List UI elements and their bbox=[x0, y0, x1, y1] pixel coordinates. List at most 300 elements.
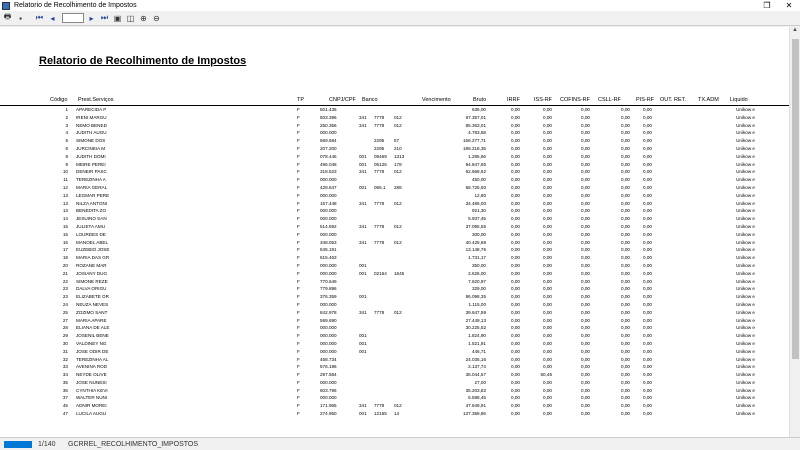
cell-liquido: Unikow e bbox=[736, 255, 755, 261]
cell-cofins-rf: 0,00 bbox=[581, 107, 590, 112]
cell-cnpj-cpf: 000.000 bbox=[320, 130, 337, 136]
cell-prest-servicos: ELIZABETE OR bbox=[76, 294, 109, 300]
cell-liquido: Unikow e bbox=[736, 387, 755, 393]
cell-codigo: 4 bbox=[65, 130, 68, 136]
last-page-icon[interactable]: ⏭ bbox=[100, 13, 109, 22]
cell-iss-rf: 0,00 bbox=[543, 216, 552, 222]
cell-pis-rf: 0,00 bbox=[643, 192, 652, 198]
cell-liquido: Unikow e bbox=[736, 239, 755, 245]
cell-prest-servicos: LEGMAR PERE bbox=[76, 192, 110, 198]
cell-irrf: 0,00 bbox=[511, 184, 520, 190]
cell-cofins-rf: 0,00 bbox=[581, 372, 590, 378]
cell-liquido: Unikow e bbox=[736, 107, 755, 112]
cell-prest-servicos: ZOZIMO SANT bbox=[76, 309, 108, 315]
cell-conta: 012 bbox=[394, 223, 402, 229]
cell-codigo: 25 bbox=[62, 309, 68, 315]
cell-cofins-rf: 0,00 bbox=[581, 208, 590, 214]
cell-prest-servicos: DALVA ORIGU bbox=[76, 286, 107, 292]
table-row bbox=[0, 263, 789, 271]
cell-bruto: 921,30 bbox=[471, 208, 486, 214]
cell-liquido: Unikow e bbox=[736, 153, 755, 159]
close-button[interactable]: ✕ bbox=[785, 1, 793, 10]
cell-tp: F bbox=[297, 278, 300, 284]
cell-cnpj-cpf: 000.000 bbox=[320, 301, 337, 307]
status-bar bbox=[0, 437, 800, 450]
report-viewport bbox=[0, 27, 789, 437]
cell-iss-rf: 0,00 bbox=[543, 395, 552, 401]
cell-csll-rf: 0,00 bbox=[621, 411, 630, 417]
cell-pis-rf: 0,00 bbox=[643, 294, 652, 300]
cell-prest-servicos: SIMONE DOS bbox=[76, 138, 106, 144]
cell-csll-rf: 0,00 bbox=[621, 122, 630, 128]
scroll-thumb[interactable] bbox=[792, 39, 799, 359]
cell-banco: 001 bbox=[359, 333, 367, 339]
cell-csll-rf: 0,00 bbox=[621, 130, 630, 136]
cell-iss-rf: 0,00 bbox=[543, 387, 552, 393]
cell-cofins-rf: 0,00 bbox=[581, 153, 590, 159]
cell-pis-rf: 0,00 bbox=[643, 411, 652, 417]
cell-liquido: Unikow e bbox=[736, 231, 755, 237]
cell-tp: F bbox=[297, 379, 300, 385]
cell-banco: 001 bbox=[359, 161, 367, 167]
cell-pis-rf: 0,00 bbox=[643, 145, 652, 151]
cell-liquido: Unikow e bbox=[736, 138, 755, 144]
cell-liquido: Unikow e bbox=[736, 200, 755, 206]
cell-pis-rf: 0,00 bbox=[643, 177, 652, 183]
toolbar bbox=[0, 11, 800, 26]
cell-bruto: 1.731,17 bbox=[468, 255, 486, 261]
cell-banco: 001 bbox=[359, 270, 367, 276]
cell-prest-servicos: NEYDE OLIVE bbox=[76, 372, 107, 378]
cell-cnpj-cpf: 274.950 bbox=[320, 411, 337, 417]
header-cnpj-cpf: CNPJ/CPF bbox=[329, 97, 356, 103]
cell-bruto: 68.725,50 bbox=[465, 184, 486, 190]
cell-banco: 001 bbox=[359, 348, 367, 354]
cell-banco: 341 bbox=[359, 223, 367, 229]
cell-liquido: Unikow e bbox=[736, 177, 755, 183]
cell-iss-rf: 0,00 bbox=[543, 223, 552, 229]
cell-tp: F bbox=[297, 270, 300, 276]
cell-prest-servicos: WALTER NUNI bbox=[76, 395, 108, 401]
table-row bbox=[0, 177, 789, 185]
cell-conta: 1313 bbox=[394, 153, 405, 159]
cell-cnpj-cpf: 157.448 bbox=[320, 200, 337, 206]
cell-liquido: Unikow e bbox=[736, 184, 755, 190]
cell-tp: F bbox=[297, 340, 300, 346]
cell-liquido: Unikow e bbox=[736, 379, 755, 385]
app-icon bbox=[2, 2, 10, 10]
cell-irrf: 0,00 bbox=[511, 262, 520, 268]
table-row bbox=[0, 395, 789, 403]
cell-irrf: 0,00 bbox=[511, 255, 520, 261]
cell-irrf: 0,00 bbox=[511, 379, 520, 385]
cell-agencia: 7778 bbox=[374, 239, 385, 245]
cell-iss-rf: 0,00 bbox=[543, 145, 552, 151]
cell-codigo: 13 bbox=[62, 192, 68, 198]
cell-banco: 341 bbox=[359, 169, 367, 175]
cell-pis-rf: 0,00 bbox=[643, 247, 652, 253]
cell-iss-rf: 0,00 bbox=[543, 278, 552, 284]
cell-irrf: 0,00 bbox=[511, 325, 520, 331]
header-irrf: IRRF bbox=[507, 97, 520, 103]
scroll-up-icon[interactable]: ▲ bbox=[792, 27, 798, 33]
cell-cnpj-cpf: 250.356 bbox=[320, 122, 337, 128]
cell-prest-servicos: APARECIDA P bbox=[76, 107, 107, 112]
cell-cnpj-cpf: 000.000 bbox=[320, 270, 337, 276]
cell-pis-rf: 0,00 bbox=[643, 301, 652, 307]
cell-liquido: Unikow e bbox=[736, 356, 755, 362]
cell-tp: F bbox=[297, 223, 300, 229]
cell-bruto: 450,00 bbox=[471, 177, 486, 183]
header-pis-rf: PIS-RF bbox=[636, 97, 655, 103]
cell-iss-rf: 0,00 bbox=[543, 317, 552, 323]
cell-irrf: 0,00 bbox=[511, 294, 520, 300]
cell-iss-rf: 0,00 bbox=[543, 403, 552, 409]
cell-cnpj-cpf: 000.000 bbox=[320, 379, 337, 385]
cell-conta: 288 bbox=[394, 184, 402, 190]
cell-liquido: Unikow e bbox=[736, 278, 755, 284]
cell-pis-rf: 0,00 bbox=[643, 130, 652, 136]
cell-cnpj-cpf: 503.396 bbox=[320, 114, 337, 120]
cell-banco: 341 bbox=[359, 122, 367, 128]
cell-iss-rf: 0,00 bbox=[543, 130, 552, 136]
cell-cofins-rf: 0,00 bbox=[581, 387, 590, 393]
cell-liquido: Unikow e bbox=[736, 247, 755, 253]
cell-agencia: 7778 bbox=[374, 114, 385, 120]
cell-iss-rf: 0,00 bbox=[543, 247, 552, 253]
first-page-icon[interactable]: ⏮ bbox=[35, 13, 44, 22]
cell-prest-servicos: ROZANE MAR bbox=[76, 262, 107, 268]
cell-liquido: Unikow e bbox=[736, 130, 755, 136]
cell-pis-rf: 0,00 bbox=[643, 122, 652, 128]
cell-bruto: 27,00 bbox=[474, 379, 486, 385]
cell-cnpj-cpf: 842.978 bbox=[320, 309, 337, 315]
table-row bbox=[0, 240, 789, 248]
cell-iss-rf: 0,00 bbox=[543, 255, 552, 261]
cell-cofins-rf: 0,00 bbox=[581, 340, 590, 346]
cell-bruto: 40.425,69 bbox=[465, 239, 486, 245]
cell-csll-rf: 0,00 bbox=[621, 379, 630, 385]
cell-tp: F bbox=[297, 348, 300, 354]
cell-csll-rf: 0,00 bbox=[621, 286, 630, 292]
cell-liquido: Unikow e bbox=[736, 192, 755, 198]
table-row bbox=[0, 162, 789, 170]
cell-codigo: 15 bbox=[62, 231, 68, 237]
cell-pis-rf: 0,00 bbox=[643, 340, 652, 346]
cell-irrf: 0,00 bbox=[511, 356, 520, 362]
cell-pis-rf: 0,00 bbox=[643, 364, 652, 370]
cell-bruto: 156.277,71 bbox=[463, 138, 486, 144]
cell-irrf: 0,00 bbox=[511, 161, 520, 167]
header-prest-servicos: Prest.Serviços bbox=[78, 97, 114, 103]
cell-agencia: 7778 bbox=[374, 122, 385, 128]
save-icon[interactable]: ▪ bbox=[19, 13, 22, 23]
cell-liquido: Unikow e bbox=[736, 317, 755, 323]
cell-iss-rf: 0,00 bbox=[543, 192, 552, 198]
cell-irrf: 0,00 bbox=[511, 107, 520, 112]
cell-prest-servicos: MARIA GERAL bbox=[76, 184, 108, 190]
cell-pis-rf: 0,00 bbox=[643, 403, 652, 409]
cell-pis-rf: 0,00 bbox=[643, 169, 652, 175]
cell-irrf: 0,00 bbox=[511, 333, 520, 339]
single-page-view-icon[interactable]: ▣ bbox=[113, 13, 122, 23]
table-row bbox=[0, 146, 789, 154]
cell-cnpj-cpf: 000.000 bbox=[320, 216, 337, 222]
cell-liquido: Unikow e bbox=[736, 216, 755, 222]
cell-iss-rf: 0,00 bbox=[543, 208, 552, 214]
cell-irrf: 0,00 bbox=[511, 114, 520, 120]
cell-csll-rf: 0,00 bbox=[621, 387, 630, 393]
table-row bbox=[0, 341, 789, 349]
cell-tp: F bbox=[297, 309, 300, 315]
cell-tp: F bbox=[297, 325, 300, 331]
header-out-ret: OUT. RET. bbox=[660, 97, 686, 103]
cell-codigo: 21 bbox=[62, 270, 68, 276]
report-title: Relatorio de Recolhimento de Impostos bbox=[39, 55, 247, 67]
cell-irrf: 0,00 bbox=[511, 403, 520, 409]
cell-cofins-rf: 0,00 bbox=[581, 177, 590, 183]
cell-csll-rf: 0,00 bbox=[621, 372, 630, 378]
cell-agencia: 7778 bbox=[374, 223, 385, 229]
cell-cofins-rf: 0,00 bbox=[581, 216, 590, 222]
cell-conta: 012 bbox=[394, 122, 402, 128]
cell-cofins-rf: 0,00 bbox=[581, 309, 590, 315]
table-row bbox=[0, 318, 789, 326]
cell-cnpj-cpf: 297.584 bbox=[320, 372, 337, 378]
table-row bbox=[0, 271, 789, 279]
restore-button[interactable]: ❐ bbox=[763, 1, 771, 10]
cell-codigo: 29 bbox=[62, 333, 68, 339]
cell-codigo: 27 bbox=[62, 317, 68, 323]
cell-csll-rf: 0,00 bbox=[621, 223, 630, 229]
cell-agencia: 7778 bbox=[374, 169, 385, 175]
table-row bbox=[0, 372, 789, 380]
cell-codigo: 32 bbox=[62, 356, 68, 362]
cell-codigo: 33 bbox=[62, 364, 68, 370]
cell-csll-rf: 0,00 bbox=[621, 216, 630, 222]
cell-banco: 001 bbox=[359, 262, 367, 268]
cell-irrf: 0,00 bbox=[511, 208, 520, 214]
cell-prest-servicos: ELIANA DE ALE bbox=[76, 325, 110, 331]
cell-pis-rf: 0,00 bbox=[643, 270, 652, 276]
cell-tp: F bbox=[297, 114, 300, 120]
header-csll-rf: CSLL-RF bbox=[598, 97, 621, 103]
cell-pis-rf: 0,00 bbox=[643, 278, 652, 284]
cell-tp: F bbox=[297, 247, 300, 253]
cell-irrf: 0,00 bbox=[511, 286, 520, 292]
cell-irrf: 0,00 bbox=[511, 278, 520, 284]
cell-iss-rf: 0,00 bbox=[543, 286, 552, 292]
cell-iss-rf: 0,00 bbox=[543, 325, 552, 331]
page-number-input[interactable] bbox=[62, 13, 84, 23]
cell-prest-servicos: SIMONE REZE bbox=[76, 278, 108, 284]
cell-bruto: 636,00 bbox=[471, 107, 486, 112]
cell-irrf: 0,00 bbox=[511, 309, 520, 315]
cell-prest-servicos: JOSIANY DUG bbox=[76, 270, 108, 276]
cell-cofins-rf: 0,00 bbox=[581, 138, 590, 144]
cell-codigo: 5 bbox=[65, 138, 68, 144]
cell-codigo: 45 bbox=[62, 403, 68, 409]
cell-iss-rf: 0,00 bbox=[543, 294, 552, 300]
print-icon[interactable]: 🖶 bbox=[3, 12, 12, 21]
cell-prest-servicos: NILZA ANTONI bbox=[76, 200, 108, 206]
cell-bruto: 137.358,86 bbox=[463, 411, 486, 417]
cell-cofins-rf: 0,00 bbox=[581, 255, 590, 261]
cell-bruto: 13.148,76 bbox=[465, 247, 486, 253]
cell-codigo: 20 bbox=[62, 262, 68, 268]
cell-iss-rf: 50,46 bbox=[540, 372, 552, 378]
table-row bbox=[0, 185, 789, 193]
cell-csll-rf: 0,00 bbox=[621, 294, 630, 300]
cell-prest-servicos: MARIA APARE bbox=[76, 317, 107, 323]
table-row bbox=[0, 130, 789, 138]
cell-irrf: 0,00 bbox=[511, 192, 520, 198]
cell-cofins-rf: 0,00 bbox=[581, 286, 590, 292]
cell-prest-servicos: JOSENIL BENE bbox=[76, 333, 109, 339]
cell-prest-servicos: DENEIR PASC bbox=[76, 169, 107, 175]
cell-irrf: 0,00 bbox=[511, 138, 520, 144]
cell-bruto: 85.363,01 bbox=[465, 122, 486, 128]
cell-irrf: 0,00 bbox=[511, 411, 520, 417]
cell-irrf: 0,00 bbox=[511, 348, 520, 354]
cell-conta: 57 bbox=[394, 138, 400, 144]
cell-pis-rf: 0,00 bbox=[643, 356, 652, 362]
cell-csll-rf: 0,00 bbox=[621, 270, 630, 276]
cell-bruto: 1.521,91 bbox=[468, 340, 486, 346]
previous-page-icon[interactable]: ◂ bbox=[50, 13, 55, 23]
cell-iss-rf: 0,00 bbox=[543, 107, 552, 112]
cell-codigo: 13 bbox=[62, 200, 68, 206]
cell-cofins-rf: 0,00 bbox=[581, 231, 590, 237]
window-title: Relatorio de Recolhimento de Impostos bbox=[14, 2, 137, 9]
zoom-out-icon[interactable]: ⊖ bbox=[153, 13, 160, 23]
vertical-scrollbar[interactable] bbox=[789, 27, 800, 437]
cell-liquido: Unikow e bbox=[736, 301, 755, 307]
cell-banco: 001 bbox=[359, 294, 367, 300]
cell-bruto: 39.647,59 bbox=[465, 309, 486, 315]
cell-cnpj-cpf: 615.463 bbox=[320, 255, 337, 261]
cell-csll-rf: 0,00 bbox=[621, 364, 630, 370]
header-codigo: Código bbox=[50, 97, 68, 103]
cell-codigo: 11 bbox=[63, 177, 68, 183]
cell-cofins-rf: 0,00 bbox=[581, 161, 590, 167]
cell-cnpj-cpf: 207.200 bbox=[320, 145, 337, 151]
table-row bbox=[0, 224, 789, 232]
cell-pis-rf: 0,00 bbox=[643, 161, 652, 167]
next-page-icon[interactable]: ▸ bbox=[89, 13, 94, 23]
cell-liquido: Unikow e bbox=[736, 223, 755, 229]
cell-tp: F bbox=[297, 239, 300, 245]
cell-liquido: Unikow e bbox=[736, 122, 755, 128]
cell-tp: F bbox=[297, 255, 300, 261]
cell-csll-rf: 0,00 bbox=[621, 107, 630, 112]
cell-bruto: 34.485,00 bbox=[465, 200, 486, 206]
cell-banco: 001 bbox=[359, 184, 367, 190]
cell-cofins-rf: 0,00 bbox=[581, 411, 590, 417]
cell-irrf: 0,00 bbox=[511, 169, 520, 175]
cell-codigo: 1 bbox=[65, 107, 68, 112]
cell-tp: F bbox=[297, 192, 300, 198]
cell-csll-rf: 0,00 bbox=[621, 192, 630, 198]
cell-irrf: 0,00 bbox=[511, 270, 520, 276]
cell-pis-rf: 0,00 bbox=[643, 138, 652, 144]
cell-prest-servicos: MANOEL ABEL bbox=[76, 239, 108, 245]
cell-iss-rf: 0,00 bbox=[543, 356, 552, 362]
cell-tp: F bbox=[297, 317, 300, 323]
cell-bruto: 446,71 bbox=[471, 348, 486, 354]
title-bar bbox=[0, 0, 800, 11]
cell-banco: 341 bbox=[359, 403, 367, 409]
multi-page-view-icon[interactable]: ◫ bbox=[126, 13, 135, 23]
cell-conta: 012 bbox=[394, 239, 402, 245]
cell-codigo: 13 bbox=[62, 208, 68, 214]
header-tx-adm: TX.ADM bbox=[698, 97, 719, 103]
table-row bbox=[0, 115, 789, 123]
cell-csll-rf: 0,00 bbox=[621, 138, 630, 144]
cell-tp: F bbox=[297, 403, 300, 409]
cell-pis-rf: 0,00 bbox=[643, 379, 652, 385]
zoom-in-icon[interactable]: ⊕ bbox=[140, 13, 147, 23]
cell-iss-rf: 0,00 bbox=[543, 239, 552, 245]
cell-conta: 012 bbox=[394, 114, 402, 120]
cell-prest-servicos: JURCINEIA M bbox=[76, 145, 106, 151]
cell-bruto: 1.824,90 bbox=[468, 333, 486, 339]
cell-agencia: 2295 bbox=[374, 145, 385, 151]
cell-prest-servicos: AVENINA ROD bbox=[76, 364, 108, 370]
cell-csll-rf: 0,00 bbox=[621, 247, 630, 253]
table-row bbox=[0, 193, 789, 201]
cell-iss-rf: 0,00 bbox=[543, 161, 552, 167]
cell-agencia: 02164 bbox=[374, 270, 387, 276]
cell-codigo: 23 bbox=[62, 286, 68, 292]
table-header bbox=[0, 97, 789, 106]
cell-cnpj-cpf: 779.896 bbox=[320, 286, 337, 292]
cell-csll-rf: 0,00 bbox=[621, 333, 630, 339]
cell-agencia: 2295 bbox=[374, 138, 385, 144]
cell-cofins-rf: 0,00 bbox=[581, 200, 590, 206]
cell-liquido: Unikow e bbox=[736, 270, 755, 276]
cell-irrf: 0,00 bbox=[511, 364, 520, 370]
cell-tp: F bbox=[297, 177, 300, 183]
cell-irrf: 0,00 bbox=[511, 317, 520, 323]
cell-liquido: Unikow e bbox=[736, 403, 755, 409]
cell-prest-servicos: IRENI MARGU bbox=[76, 114, 107, 120]
cell-banco: 341 bbox=[359, 114, 367, 120]
header-vencimento: Vencimento bbox=[422, 97, 451, 103]
cell-bruto: 62.668,62 bbox=[465, 169, 486, 175]
cell-tp: F bbox=[297, 262, 300, 268]
progress-indicator bbox=[4, 441, 32, 448]
cell-tp: F bbox=[297, 122, 300, 128]
cell-pis-rf: 0,00 bbox=[643, 348, 652, 354]
cell-cofins-rf: 0,00 bbox=[581, 278, 590, 284]
cell-tp: F bbox=[297, 184, 300, 190]
cell-iss-rf: 0,00 bbox=[543, 411, 552, 417]
cell-cofins-rf: 0,00 bbox=[581, 325, 590, 331]
cell-banco: 001 bbox=[359, 411, 367, 417]
cell-tp: F bbox=[297, 395, 300, 401]
cell-iss-rf: 0,00 bbox=[543, 200, 552, 206]
cell-codigo: 6 bbox=[65, 145, 68, 151]
cell-iss-rf: 0,00 bbox=[543, 262, 552, 268]
cell-cofins-rf: 0,00 bbox=[581, 356, 590, 362]
cell-cnpj-cpf: 376.359 bbox=[320, 294, 337, 300]
cell-irrf: 0,00 bbox=[511, 223, 520, 229]
cell-prest-servicos: JOSE ODIR DE bbox=[76, 348, 109, 354]
cell-irrf: 0,00 bbox=[511, 216, 520, 222]
cell-liquido: Unikow e bbox=[736, 395, 755, 401]
cell-iss-rf: 0,00 bbox=[543, 309, 552, 315]
